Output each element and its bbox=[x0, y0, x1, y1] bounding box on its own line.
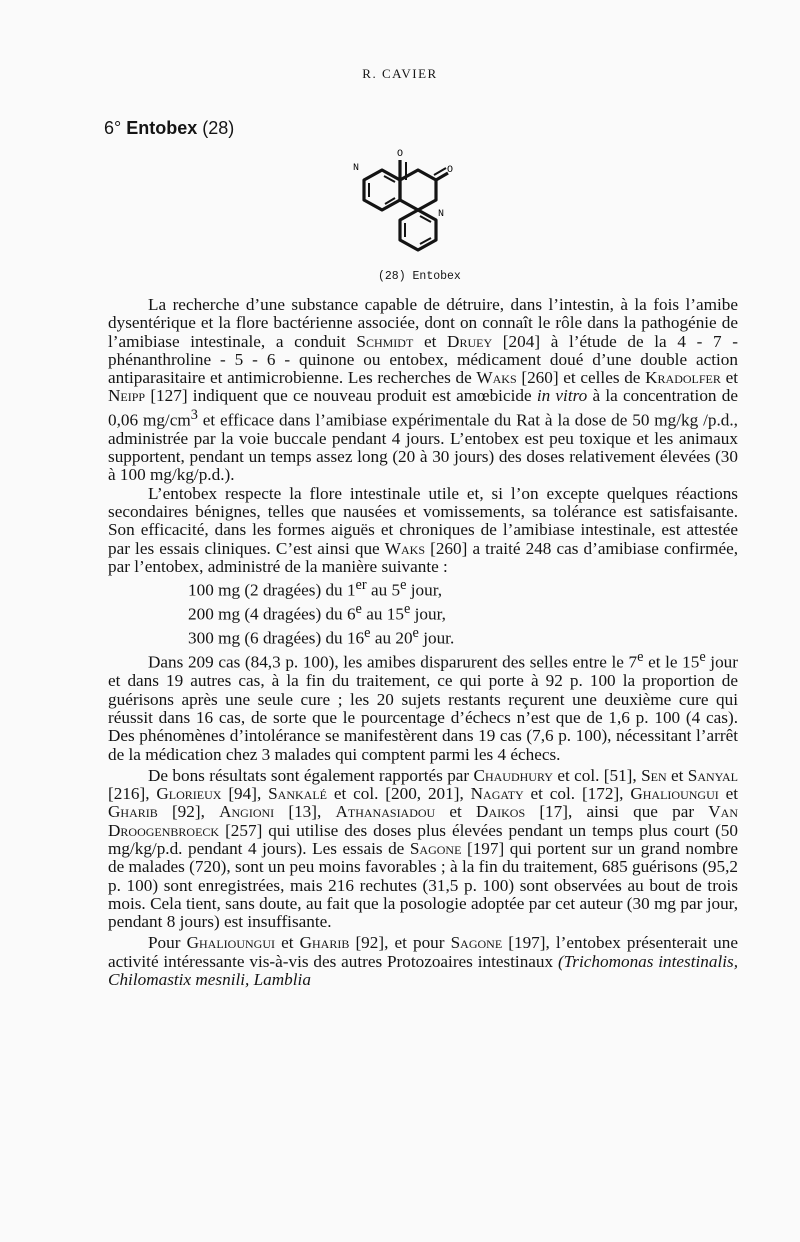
dosage-row: 300 mg (6 dragées) du 16e au 20e jour. bbox=[188, 625, 455, 648]
author-name: Nagaty bbox=[470, 784, 524, 804]
nitrogen-atom-right: N bbox=[438, 209, 445, 220]
author-name: Sankalé bbox=[268, 784, 328, 804]
body-text bbox=[108, 296, 738, 989]
author-name: Kradolfer bbox=[645, 368, 721, 388]
section-heading bbox=[104, 118, 234, 139]
author-name: Sagone bbox=[409, 838, 462, 858]
paragraph-5: Pour Ghalioungui et Gharib [92], et pour Sagone [197], l’entobex présenterait une activité intéressante vis-à-vis des autres Protozoaires intestinaux (Trichomonas intestinalis, Chilomastix mesnili, Lamblia bbox=[108, 933, 739, 990]
author-name: Gharib bbox=[299, 933, 350, 953]
author-name: Ghalioungui bbox=[186, 933, 275, 953]
oxygen-atom-right: O bbox=[447, 165, 454, 176]
section-number: 6° bbox=[104, 118, 122, 138]
author-name: Angioni bbox=[219, 802, 275, 822]
author-name: Neipp bbox=[108, 386, 146, 406]
dosage-schedule bbox=[188, 576, 738, 648]
paragraph-2: L’entobex respecte la flore intestinale utile et, si l’on excepte quelques réactions secondaires bénignes, telles que nausées et vomissements, sa tolérance est satisfaisante. Son efficacité, dans les formes aiguës et chroniques de l’amibiase intestinale, est attestée par les essais cliniques. C’est ainsi que Waks [260] a traité 248 cas d’amibiase confirmée, par l’entobex, administré de la manière suivante : bbox=[108, 483, 738, 576]
running-head: R. CAVIER bbox=[362, 66, 438, 81]
nitrogen-atom-top: N bbox=[353, 163, 360, 174]
section-name: Entobex bbox=[126, 118, 198, 138]
author-name: Ghalioungui bbox=[630, 784, 719, 804]
author-name: Sanyal bbox=[687, 765, 738, 785]
author-name: Daikos bbox=[476, 802, 526, 822]
author-name: Druey bbox=[447, 331, 493, 351]
oxygen-atom-top: O bbox=[397, 149, 404, 160]
author-name: Waks bbox=[476, 368, 517, 388]
author-name: Chaudhury bbox=[473, 765, 553, 785]
author-name: Gharib bbox=[108, 802, 158, 822]
paragraph-3: Dans 209 cas (84,3 p. 100), les amibes disparurent des selles entre le 7e et le 15e jour et dans 19 autres cas, à la fin du traitement, ce qui porte à 92 p. 100 la proportion de guérisons après une seule cure ; les 20 sujets restants reçurent une deuxième cure qui réussit dans 16 cas, de sorte que le pourcentage d’échecs n’est que de 1,6 p. 100 (4 cas). Des phénomènes d’intolérance se manifestèrent dans 19 cas (7,6 p. 100), nécessitant l’arrêt de la médication chez 3 malades qui comptent parmi les 4 échecs. bbox=[108, 649, 738, 764]
author-name: Sagone bbox=[450, 933, 503, 953]
dosage-row: 200 mg (4 dragées) du 6e au 15e jour, bbox=[188, 601, 446, 624]
author-name: Van Droogenbroeck bbox=[108, 802, 739, 840]
author-name: Schmidt bbox=[356, 331, 414, 351]
author-name: Athanasiadou bbox=[335, 802, 436, 822]
author-name: Waks bbox=[384, 538, 426, 558]
figure-caption-number: (28) bbox=[378, 270, 406, 283]
dosage-row: 100 mg (2 dragées) du 1er au 5e jour, bbox=[188, 577, 443, 600]
author-name: Sen bbox=[641, 765, 667, 785]
entobex-structure-diagram bbox=[350, 142, 470, 264]
italic-species-list: (Trichomonas intestinalis, Chilomastix mesnili, Lamblia bbox=[108, 951, 739, 990]
figure-caption bbox=[378, 270, 461, 283]
paragraph-1: La recherche d’une substance capable de détruire, dans l’intestin, à la fois l’amibe dysentérique et la flore bactérienne associée, dont on connaît le rôle dans la pathogénie de l’amibiase intestinale, a conduit Schmidt et Druey [204] à l’étude de la 4 - 7 - phénanthroline - 5 - 6 - quinone ou entobex, médicament doué d’une double action antiparasitaire et antimicrobienne. Les recherches de Waks [260] et celles de Kradolfer et Neipp [127] indiquent que ce nouveau produit est amœbicide in vitro à la concentration de 0,06 $mg/cm^3$ et efficace dans l’amibiase expérimentale du Rat à la dose de 50 mg/kg /p.d., administrée par la voie buccale pendant 4 jours. L’entobex est peu toxique et les animaux supportent, pendant un temps assez long (20 à 30 jours) des doses relativement élevées (30 à 100 mg/kg/p.d.). bbox=[108, 295, 739, 485]
paragraph-4: De bons résultats sont également rapportés par Chaudhury et col. [51], Sen et Sanyal [216], Glorieux [94], Sankalé et col. [200, 201], Nagaty et col. [172], Ghalioungui et Gharib [92], Angioni [13], Athanasiadou et Daikos [17], ainsi que par Van Droogenbroeck [257] qui utilise des doses plus élevées pendant un temps plus court (50 mg/kg/p.d. pendant 4 jours). Les essais de Sagone [197] qui portent sur un grand nombre de malades (720), sont un peu moins favorables ; à la fin du traitement, 685 guérisons (95,2 p. 100) sont enregistrées, mais 216 rechutes (31,5 p. 100) sont observées au bout de trois mois. Cela tient, sans doute, au fait que la posologie adoptée par cet auteur (30 mg par jour, pendant 8 jours) est insuffisante. bbox=[108, 765, 739, 932]
author-name: Glorieux bbox=[156, 784, 222, 804]
section-ref: (28) bbox=[202, 118, 235, 138]
italic-term: in vitro bbox=[536, 386, 588, 406]
superscript: 3 bbox=[190, 406, 198, 423]
figure-caption-name: Entobex bbox=[412, 270, 461, 283]
